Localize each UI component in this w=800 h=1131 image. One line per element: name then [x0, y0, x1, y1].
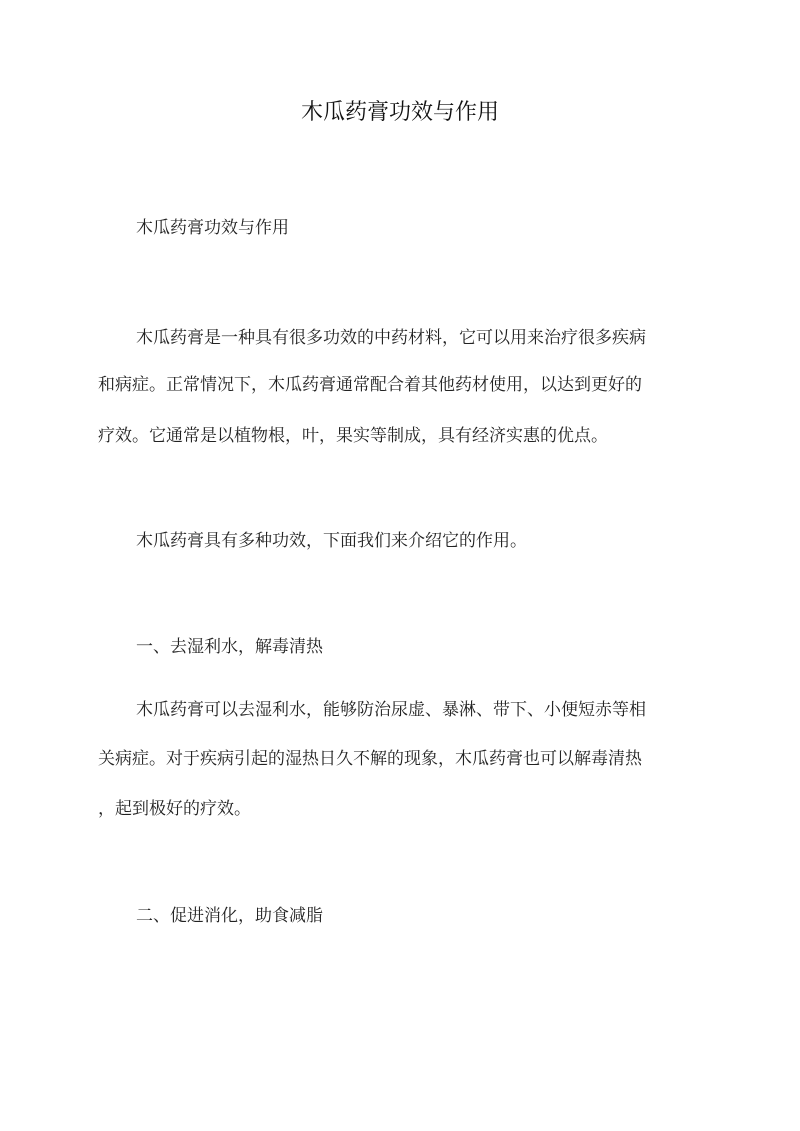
section-1-heading: 一、去湿利水，解毒清热: [136, 637, 323, 657]
subtitle: 木瓜药膏功效与作用: [136, 218, 289, 238]
overview-paragraph: 木瓜药膏具有多种功效，下面我们来介绍它的作用。: [136, 531, 527, 551]
intro-line-2: 和病症。正常情况下，木瓜药膏通常配合着其他药材使用，以达到更好的: [98, 375, 642, 395]
document-title: 木瓜药膏功效与作用: [300, 100, 499, 125]
intro-line-1: 木瓜药膏是一种具有很多功效的中药材料，它可以用来治疗很多疾病: [136, 328, 646, 348]
section-1-line-2: 关病症。对于疾病引起的湿热日久不解的现象，木瓜药膏也可以解毒清热: [98, 749, 642, 769]
section-1-line-1: 木瓜药膏可以去湿利水，能够防治尿虚、暴淋、带下、小便短赤等相: [136, 700, 646, 720]
section-1-line-3: ，起到极好的疗效。: [98, 799, 251, 819]
intro-line-3: 疗效。它通常是以植物根，叶，果实等制成，具有经济实惠的优点。: [98, 426, 608, 446]
section-2-heading: 二、促进消化，助食减脂: [136, 906, 323, 926]
